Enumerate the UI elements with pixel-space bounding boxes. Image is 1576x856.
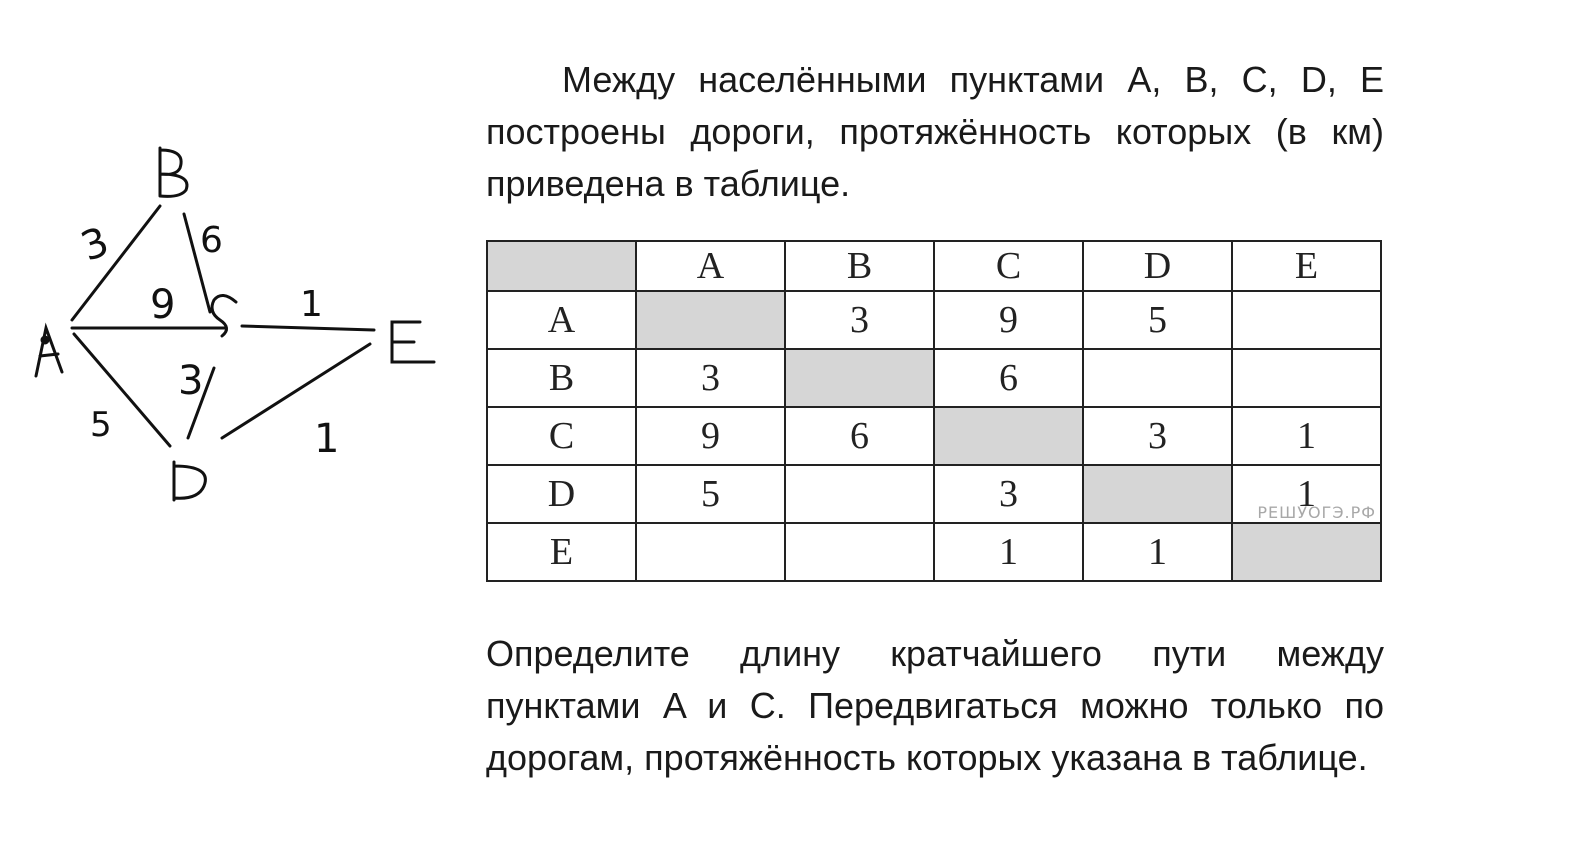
distance-cell: [1232, 349, 1381, 407]
diagonal-cell: [1232, 523, 1381, 581]
distance-cell: 9: [636, 407, 785, 465]
distance-cell: 6: [934, 349, 1083, 407]
table-row: [487, 291, 1381, 349]
row-header: C: [487, 407, 636, 465]
distance-cell: 5: [636, 465, 785, 523]
edge-c-e: [242, 326, 374, 330]
node-a-dot: [42, 337, 48, 343]
row-header: E: [487, 523, 636, 581]
node-d-letter: [174, 462, 205, 500]
table-row: [487, 523, 1381, 581]
node-c-letter: [212, 295, 236, 336]
row-header: B: [487, 349, 636, 407]
diagonal-cell: [1083, 465, 1232, 523]
col-header: A: [636, 241, 785, 291]
col-header: D: [1083, 241, 1232, 291]
diagonal-cell: [934, 407, 1083, 465]
table-row: [487, 465, 1381, 523]
graph-sketch: [0, 0, 480, 560]
corner-cell: [487, 241, 636, 291]
weight-b-c: 6: [200, 220, 223, 261]
distance-cell: 1: [1232, 407, 1381, 465]
weight-a-b: 3: [75, 218, 115, 271]
distance-cell: [1083, 349, 1232, 407]
distance-value: 1: [1297, 473, 1316, 515]
node-b-letter: [160, 148, 187, 196]
distance-cell: 1: [934, 523, 1083, 581]
distance-cell: [785, 523, 934, 581]
diagonal-cell: [785, 349, 934, 407]
distance-cell: 3: [636, 349, 785, 407]
distance-cell: 3: [1083, 407, 1232, 465]
distance-cell: [1232, 291, 1381, 349]
row-header: D: [487, 465, 636, 523]
weight-c-e: 1: [300, 284, 323, 325]
distance-cell: 3: [934, 465, 1083, 523]
distance-cell: [1232, 465, 1381, 523]
table-row: [487, 407, 1381, 465]
distance-cell: [636, 523, 785, 581]
problem-intro: Между населёнными пунктами A, B, C, D, E построены дороги, протяжённость которых (в км) приведена в таблице.: [486, 59, 1384, 204]
col-header: C: [934, 241, 1083, 291]
distance-cell: 5: [1083, 291, 1232, 349]
diagonal-cell: [636, 291, 785, 349]
weight-c-d: 3: [178, 358, 204, 404]
table-row: [487, 349, 1381, 407]
node-a-letter: [36, 328, 62, 376]
distance-cell: 1: [1083, 523, 1232, 581]
distance-cell: [785, 465, 934, 523]
distance-cell: 9: [934, 291, 1083, 349]
row-header: A: [487, 291, 636, 349]
node-e-letter: [392, 322, 434, 362]
col-header: E: [1232, 241, 1381, 291]
edge-a-d: [74, 334, 170, 446]
distance-cell: 3: [785, 291, 934, 349]
col-header: B: [785, 241, 934, 291]
weight-a-c: 9: [150, 282, 176, 328]
distance-table: [486, 240, 1382, 582]
table-header-row: [487, 241, 1381, 291]
weight-d-e: 1: [314, 416, 340, 462]
distance-cell: 6: [785, 407, 934, 465]
weight-a-d: 5: [90, 405, 112, 445]
edge-d-e: [222, 344, 370, 438]
problem-question: Определите длину кратчайшего пути между пунктами A и C. Передвигаться можно только по дорогам, протяжённость которых указана в таблице.: [486, 633, 1384, 778]
watermark: РЕШУОГЭ.РФ: [1257, 503, 1376, 522]
